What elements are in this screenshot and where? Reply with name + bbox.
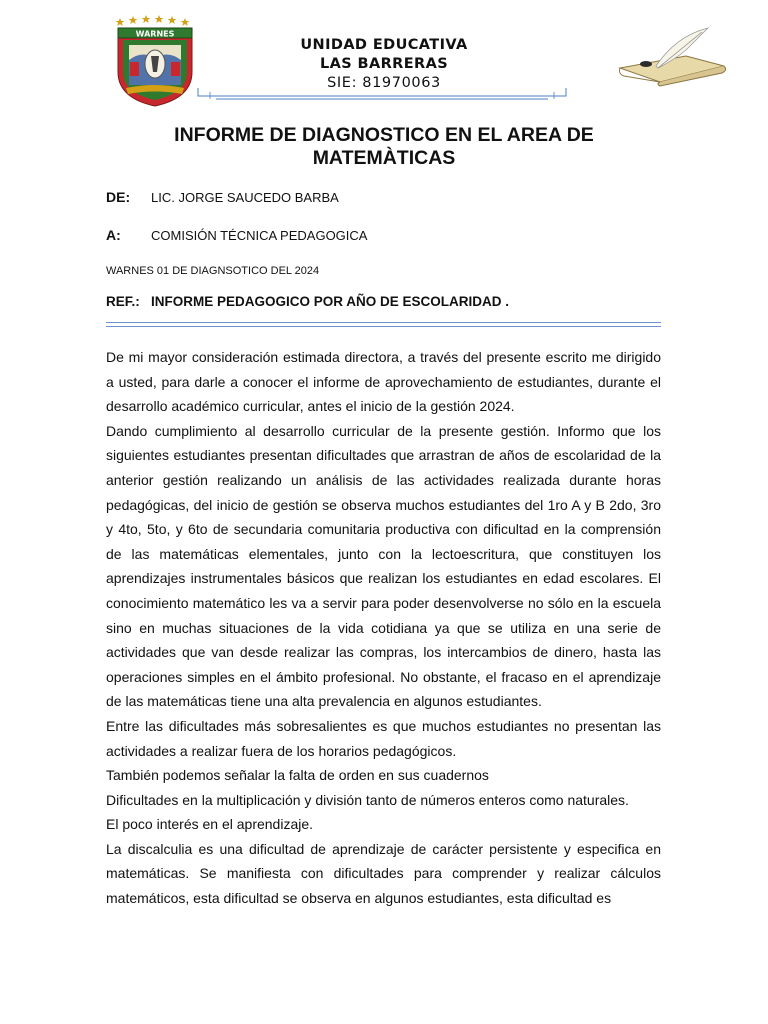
school-name-line2: LAS BARRERAS	[319, 56, 449, 72]
quill-scroll-icon	[616, 26, 728, 88]
paragraph: También podemos señalar la falta de orden en sus cuadernos	[106, 767, 489, 784]
paragraph: El poco interés en el aprendizaje.	[106, 816, 314, 833]
to-label: A:	[106, 227, 121, 243]
document-title	[130, 124, 638, 170]
header-underline-decoration	[196, 86, 568, 102]
school-crest-icon	[112, 12, 198, 108]
paragraph: Dando cumplimiento al desarrollo curricular de la presente gestión. Informo que los siguientes estudiantes presentan dificultades que arrastran de años de escolaridad de la anterior gestión realizando un análisis de las actividades realizada durante horas pedagógicas, del inicio de gestión se observa muchos estudiantes del 1ro A y B 2do, 3ro y 4to, 5to, y 6to de secundaria comunitaria productiva con dificultad en la comprensión de las matemáticas elementales, junto con la lectoescritura, que constituyen los aprendizajes instrumentales básicos que realizan los estudiantes en edad escolares. El conocimiento matemático les va a servir para poder desenvolverse no sólo en la escuela sino en muchas situaciones de la vida cotidiana ya que se utiliza en una serie de actividades que van desde realizar las compras, los intercambios de dinero, hasta las operaciones simples en el ámbito profesional. No obstante, el fracaso en el aprendizaje de las matemáticas tiene una alta prevalencia en algunos estudiantes.	[106, 422, 661, 710]
crest-banner-text: WARNES	[135, 29, 175, 39]
paragraph: Entre las dificultades más sobresalientes es que muchos estudiantes no presentan las actividades a realizar fuera de los horarios pedagógicos.	[106, 717, 661, 759]
separator-line-bottom	[106, 326, 661, 327]
school-sie: SIE: 81970063	[327, 75, 441, 91]
document-title-line2: MATEMÀTICAS	[312, 147, 456, 169]
school-header	[254, 36, 514, 93]
letter-body	[106, 345, 661, 911]
paragraph: Dificultades en la multiplicación y división tanto de números enteros como naturales.	[106, 791, 629, 808]
to-value: COMISIÓN TÉCNICA PEDAGOGICA	[151, 228, 368, 243]
separator-line-top	[106, 322, 661, 323]
from-value: LIC. JORGE SAUCEDO BARBA	[151, 190, 339, 205]
document-title-line1: INFORME DE DIAGNOSTICO EN EL AREA DE	[174, 124, 594, 146]
date-line: WARNES 01 DE DIAGNSOTICO DEL 2024	[106, 265, 320, 277]
reference-label: REF.:	[106, 294, 140, 309]
from-label: DE:	[106, 189, 131, 205]
paragraph: De mi mayor consideración estimada directora, a través del presente escrito me dirigido a usted, para darle a conocer el informe de aprovechamiento de estudiantes, durante el desarrollo académico curricular, antes el inicio de la gestión 2024.	[106, 349, 661, 415]
reference-value: INFORME PEDAGOGICO POR AÑO DE ESCOLARIDAD .	[151, 294, 510, 309]
school-name-line1: UNIDAD EDUCATIVA	[300, 37, 468, 53]
paragraph: La discalculia es una dificultad de aprendizaje de carácter persistente y especifica en matemáticas. Se manifiesta con dificultades para comprender y realizar cálculos matemáticos, esta dificultad se observa en algunos estudiantes, esta dificultad es	[106, 840, 661, 907]
crest-stars	[116, 15, 190, 26]
